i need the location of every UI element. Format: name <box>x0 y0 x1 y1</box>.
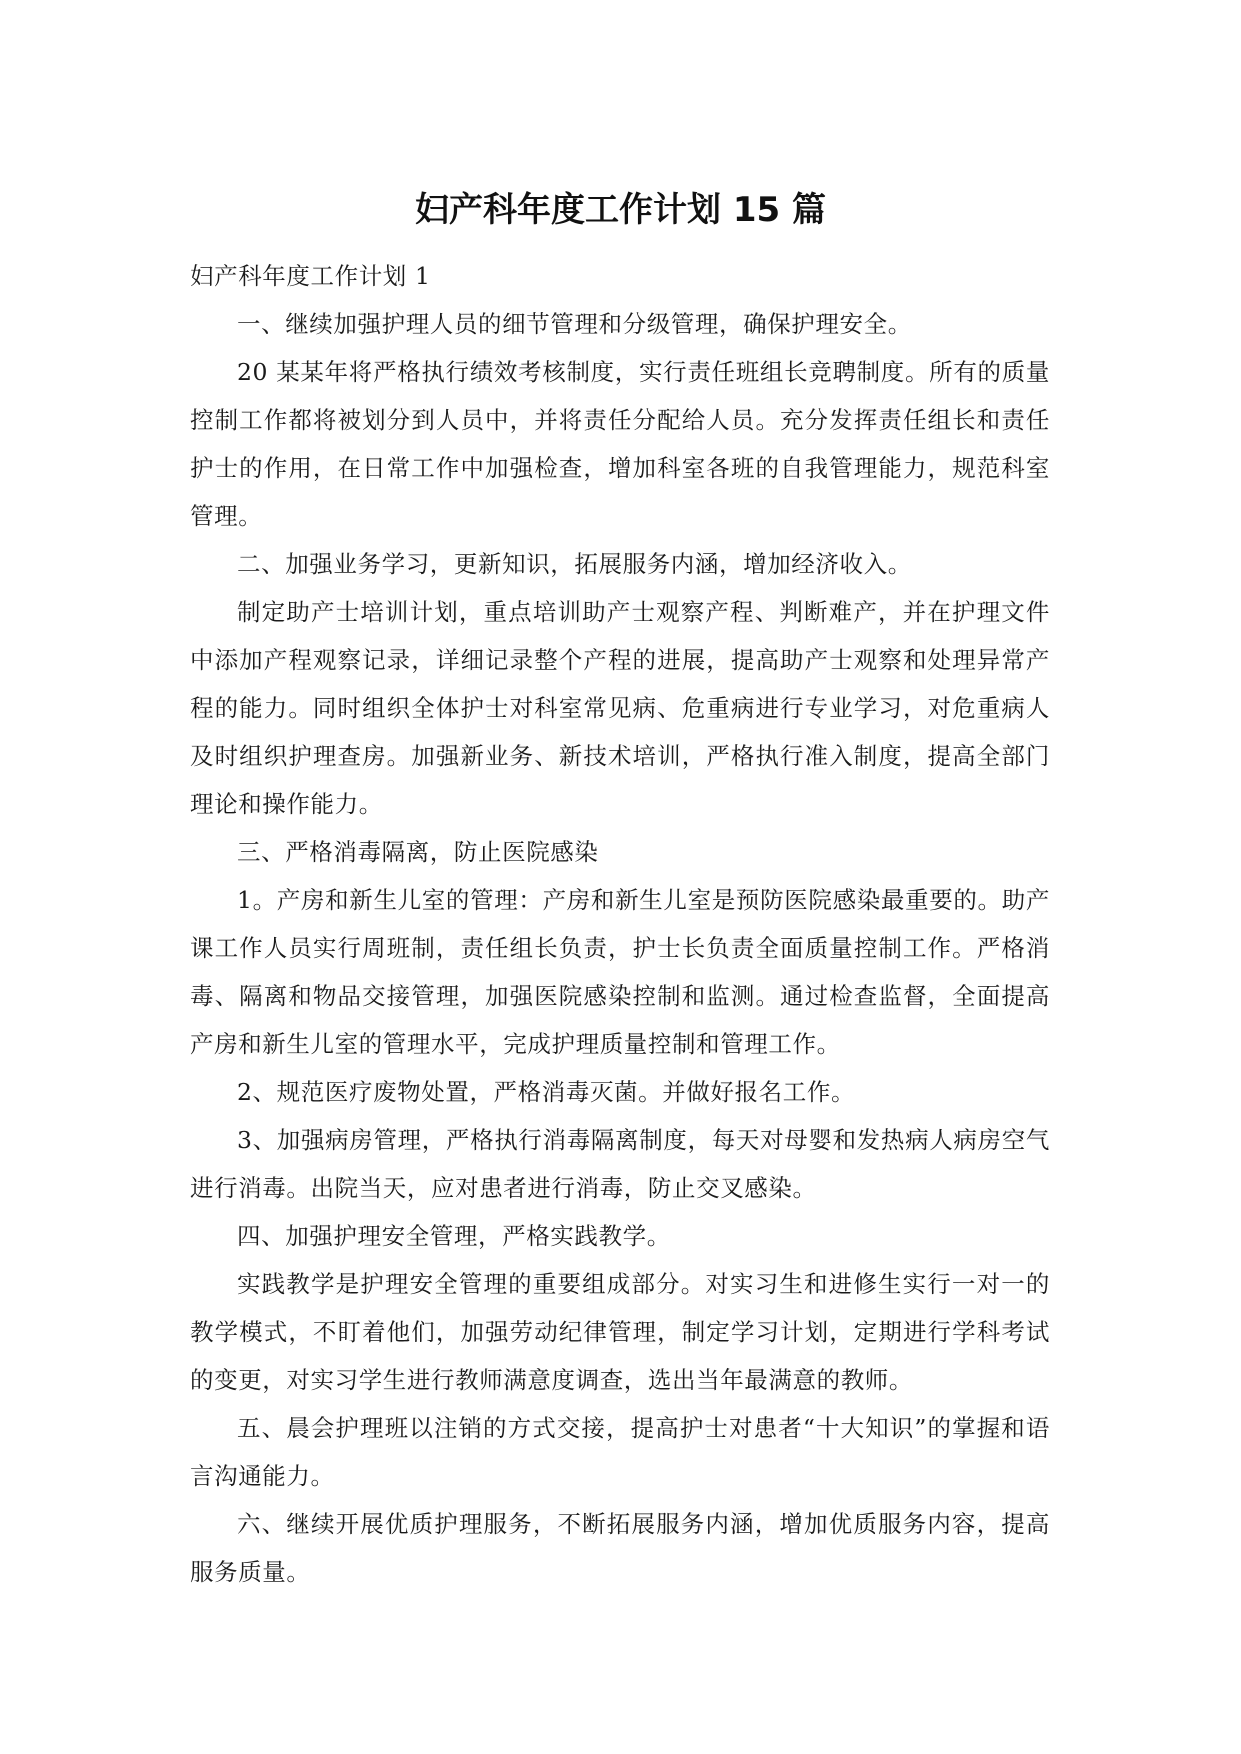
paragraph: 制定助产士培训计划，重点培训助产士观察产程、判断难产，并在护理文件中添加产程观察记录，详细记录整个产程的进展，提高助产士观察和处理异常产程的能力。同时组织全体护士对科室常见病、危重病进行专业学习，对危重病人及时组织护理查房。加强新业务、新技术培训，严格执行准入制度，提高全部门理论和操作能力。 <box>190 598 1050 818</box>
paragraph: 三、严格消毒隔离，防止医院感染 <box>237 838 599 866</box>
paragraph: 1。产房和新生儿室的管理：产房和新生儿室是预防医院感染最重要的。助产课工作人员实行周班制，责任组长负责，护士长负责全面质量控制工作。严格消毒、隔离和物品交接管理，加强医院感染控制和监测。通过检查监督，全面提高产房和新生儿室的管理水平，完成护理质量控制和管理工作。 <box>190 886 1050 1058</box>
paragraph: 四、加强护理安全管理，严格实践教学。 <box>237 1222 671 1250</box>
paragraph: 二、加强业务学习，更新知识，拓展服务内涵，增加经济收入。 <box>237 550 912 578</box>
paragraph: 3、加强病房管理，严格执行消毒隔离制度，每天对母婴和发热病人病房空气进行消毒。出院当天，应对患者进行消毒，防止交叉感染。 <box>190 1126 1050 1202</box>
paragraph: 五、晨会护理班以注销的方式交接，提高护士对患者“十大知识”的掌握和语言沟通能力。 <box>190 1414 1050 1490</box>
section-heading: 妇产科年度工作计划 1 <box>190 262 431 290</box>
paragraph: 2、规范医疗废物处置，严格消毒灭菌。并做好报名工作。 <box>237 1078 856 1106</box>
document-title: 妇产科年度工作计划 15 篇 <box>415 190 826 230</box>
document-body <box>190 252 1050 1596</box>
paragraph: 一、继续加强护理人员的细节管理和分级管理，确保护理安全。 <box>237 310 912 338</box>
paragraph: 实践教学是护理安全管理的重要组成部分。对实习生和进修生实行一对一的教学模式，不盯着他们，加强劳动纪律管理，制定学习计划，定期进行学科考试的变更，对实习学生进行教师满意度调查，选出当年最满意的教师。 <box>190 1270 1050 1394</box>
paragraph: 六、继续开展优质护理服务，不断拓展服务内涵，增加优质服务内容，提高服务质量。 <box>190 1510 1050 1586</box>
paragraph: 20 某某年将严格执行绩效考核制度，实行责任班组长竞聘制度。所有的质量控制工作都将被划分到人员中，并将责任分配给人员。充分发挥责任组长和责任护士的作用，在日常工作中加强检查，增加科室各班的自我管理能力，规范科室管理。 <box>190 358 1050 530</box>
